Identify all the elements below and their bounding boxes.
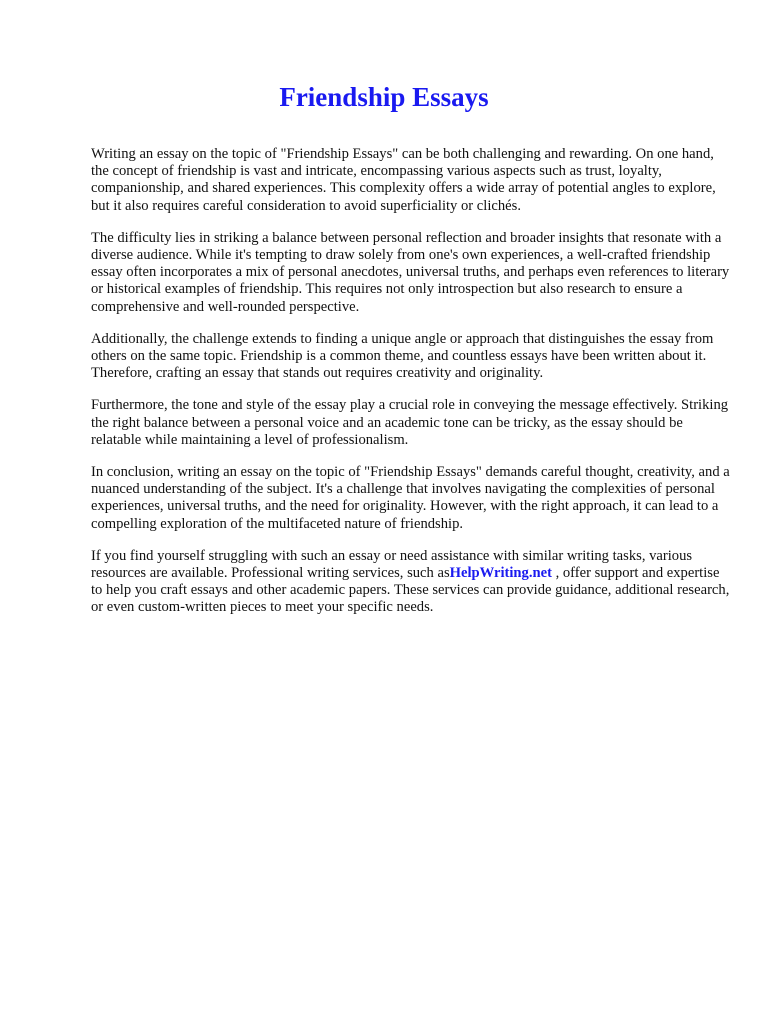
document-body <box>91 146 731 632</box>
paragraph-4: Furthermore, the tone and style of the essay play a crucial role in conveying the message effectively. Striking the right balance between a personal voice and an academic tone can be tricky, as the essay should be relatable while maintaining a level of professionalism. <box>91 397 729 448</box>
paragraph-5: In conclusion, writing an essay on the topic of "Friendship Essays" demands careful thought, creativity, and a nuanced understanding of the subject. It's a challenge that involves navigating the complexities of personal experiences, universal truths, and the need for originality. However, with the right approach, it can lead to a compelling exploration of the multifaceted nature of friendship. <box>91 464 730 532</box>
paragraph-6 <box>91 548 731 617</box>
paragraph-6-after-link: , offer support and expertise to help you craft essays and other academic papers. These services can provide guidance, additional research, or even custom-written pieces to meet your specific needs. <box>91 565 730 616</box>
paragraph-1: Writing an essay on the topic of "Friendship Essays" can be both challenging and rewarding. On one hand, the concept of friendship is vast and intricate, encompassing various aspects such as trust, loyalty, companionship, and shared experiences. This complexity offers a wide array of potential angles to explore, but it also requires careful consideration to avoid superficiality or clichés. <box>91 146 716 214</box>
helpwriting-link[interactable]: HelpWriting.net <box>449 565 552 582</box>
paragraph-2: The difficulty lies in striking a balance between personal reflection and broader insights that resonate with a diverse audience. While it's tempting to draw solely from one's own experiences, a well-crafted friendship essay often incorporates a mix of personal anecdotes, universal truths, and perhaps even references to literary or historical examples of friendship. This requires not only introspection but also research to ensure a comprehensive and well-rounded perspective. <box>91 229 730 315</box>
document-title: Friendship Essays <box>279 82 489 112</box>
paragraph-6-before-link: If you find yourself struggling with such an essay or need assistance with similar writing tasks, various resources are available. Professional writing services, such as <box>91 547 693 582</box>
paragraph-3: Additionally, the challenge extends to finding a unique angle or approach that distinguishes the essay from others on the same topic. Friendship is a common theme, and countless essays have been written about it. Therefore, crafting an essay that stands out requires creativity and originality. <box>91 330 714 382</box>
